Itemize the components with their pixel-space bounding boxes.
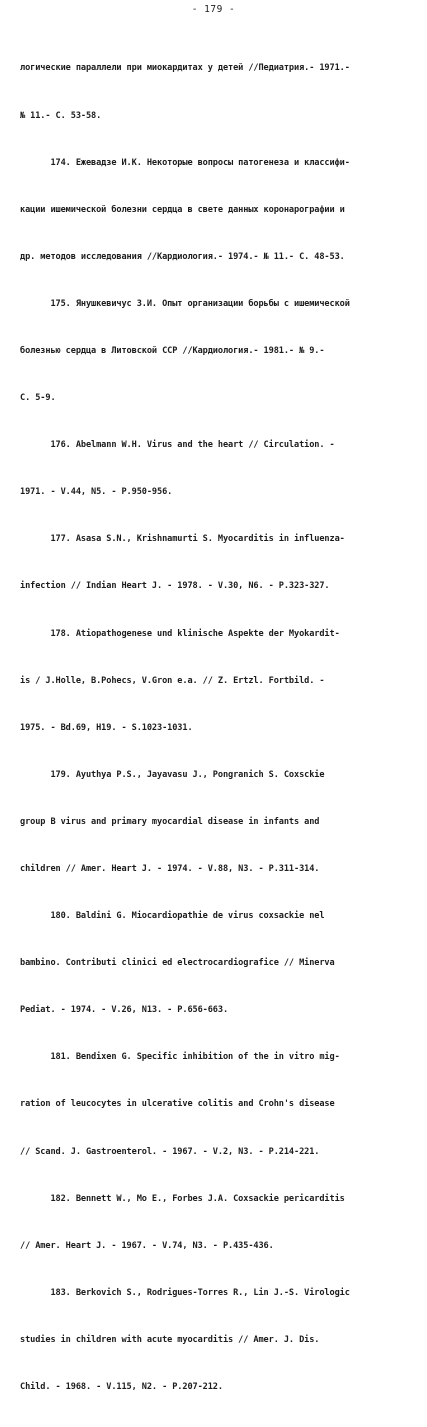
text-line: is / J.Holle, B.Pohecs, V.Gron e.a. // Z. Ertzl. Fortbild. -: [20, 675, 325, 686]
text-line: Child. - 1968. - V.115, N2. - P.207-212.: [20, 1382, 223, 1393]
text-line: 182. Bennett W., Mo E., Forbes J.A. Coxsackie pericarditis: [20, 1193, 345, 1204]
text-line: № 11.- С. 53-58.: [20, 110, 102, 121]
text-line: С. 5-9.: [20, 393, 56, 404]
text-line: 175. Янушкевичус З.И. Опыт организации борьбы с ишемической: [20, 298, 350, 309]
text-line: group B virus and primary myocardial disease in infants and: [20, 816, 320, 827]
text-line: 174. Ежевадзе И.К. Некоторые вопросы патогенеза и классифи-: [20, 157, 350, 168]
page-number: - 179 -: [191, 4, 236, 15]
text-line: studies in children with acute myocarditis // Amer. J. Dis.: [20, 1334, 320, 1345]
text-line: ration of leucocytes in ulcerative colitis and Crohn's disease: [20, 1099, 335, 1110]
text-line: 1971. - V.44, N5. - P.950-956.: [20, 487, 173, 498]
text-line: 179. Ayuthya P.S., Jayavasu J., Pongranich S. Coxsckie: [20, 769, 325, 780]
text-line: 176. Abelmann W.H. Virus and the heart // Circulation. -: [20, 440, 335, 451]
text-line: др. методов исследования //Кардиология.- 1974.- № 11.- С. 48-53.: [20, 251, 345, 262]
text-line: // Amer. Heart J. - 1967. - V.74, N3. - P.435-436.: [20, 1240, 274, 1251]
text-line: логические параллели при миокардитах у детей //Педиатрия.- 1971.-: [20, 63, 350, 74]
bibliography-list: [20, 30, 412, 1427]
text-line: 1975. - Bd.69, H19. - S.1023-1031.: [20, 722, 193, 733]
text-line: 183. Berkovich S., Rodrigues-Torres R., Lin J.-S. Virologic: [20, 1287, 350, 1298]
text-line: 181. Bendixen G. Specific inhibition of the in vitro mig-: [20, 1052, 340, 1063]
text-line: infection // Indian Heart J. - 1978. - V.30, N6. - P.323-327.: [20, 581, 330, 592]
text-line: болезнью сердца в Литовской ССР //Кардиология.- 1981.- № 9.-: [20, 345, 325, 356]
text-line: bambino. Contributi clinici ed electrocardiografice // Minerva: [20, 958, 335, 969]
text-line: Pediat. - 1974. - V.26, N13. - P.656-663.: [20, 1005, 229, 1016]
text-line: кации ишемической болезни сердца в свете данных коронарографии и: [20, 204, 345, 215]
text-line: 180. Baldini G. Miocardiopathie de virus coxsackie nel: [20, 911, 325, 922]
text-line: 177. Asasa S.N., Krishnamurti S. Myocarditis in influenza-: [20, 534, 345, 545]
text-line: // Scand. J. Gastroenterol. - 1967. - V.2, N3. - P.214-221.: [20, 1146, 320, 1157]
text-line: 178. Atiopathogenese und klinische Aspekte der Myokardit-: [20, 628, 340, 639]
text-line: children // Amer. Heart J. - 1974. - V.88, N3. - P.311-314.: [20, 864, 320, 874]
